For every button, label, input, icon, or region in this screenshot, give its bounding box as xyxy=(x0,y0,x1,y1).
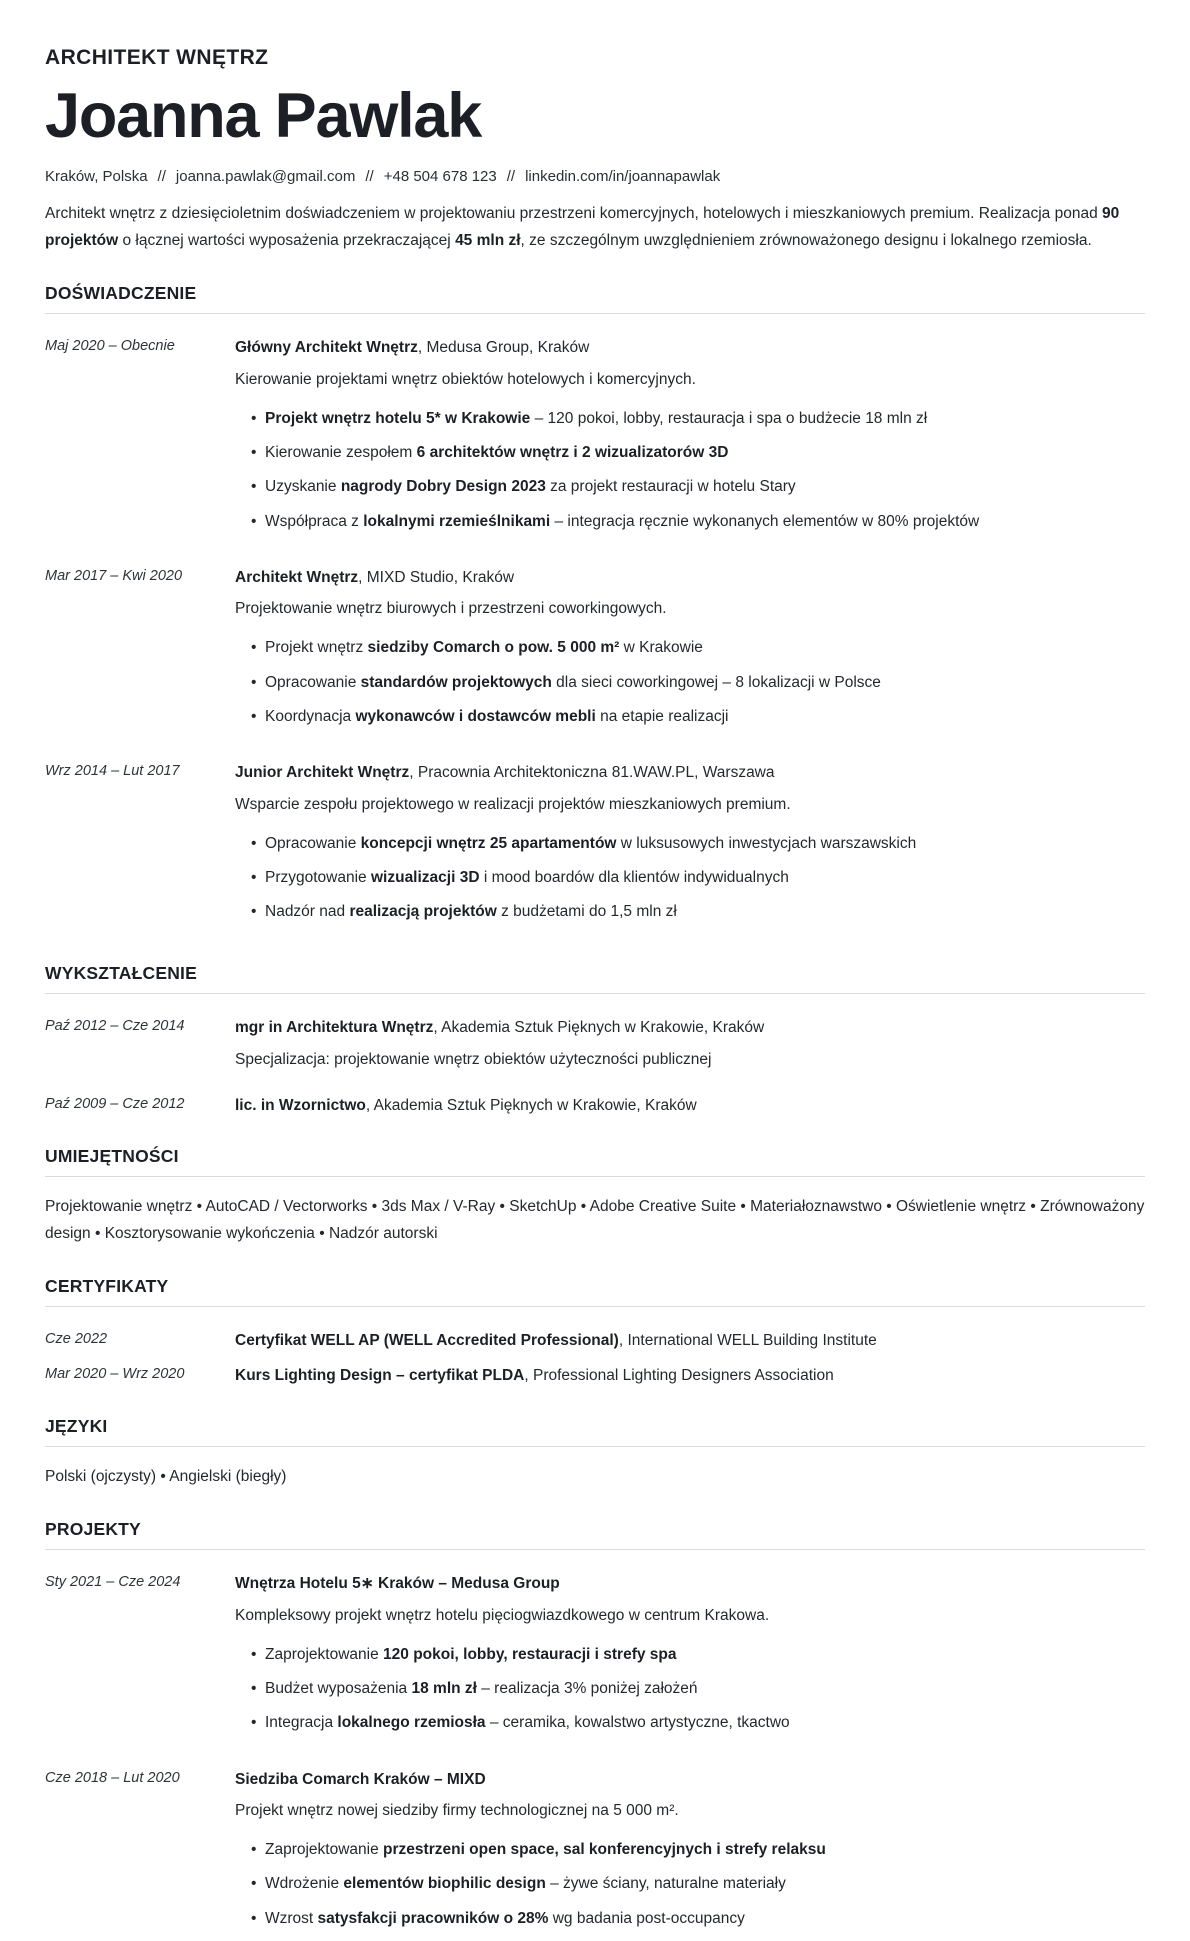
text-run-bold: Wnętrza Hotelu 5∗ Kraków – Medusa Group xyxy=(235,1575,560,1593)
entry-content xyxy=(235,762,1145,934)
entry-content xyxy=(235,567,1145,739)
text-run-bold: Główny Architekt Wnętrz xyxy=(235,339,418,357)
entry xyxy=(45,567,1145,739)
contact-separator: // xyxy=(506,168,516,186)
text-run: Architekt wnętrz z dziesięcioletnim doświadczeniem w projektowaniu przestrzeni komercyjnych, hotelowych i mieszkaniowych premium. Realizacja ponad xyxy=(45,205,1103,223)
section-title: UMIEJĘTNOŚCI xyxy=(45,1146,179,1167)
entry-content xyxy=(235,1330,1145,1352)
contact-separator: // xyxy=(157,168,166,186)
text-run-bold: 18 mln zł xyxy=(411,1680,477,1698)
entry-date: Sty 2021 – Cze 2024 xyxy=(45,1574,181,1591)
text-run: Opracowanie xyxy=(265,834,361,852)
entry xyxy=(45,1095,1145,1117)
text-run-bold: standardów projektowych xyxy=(360,673,552,691)
text-run-bold: nagrody Dobry Design 2023 xyxy=(340,478,546,496)
contact-line xyxy=(45,168,1145,185)
text-run: – ceramika, kowalstwo artystyczne, tkactwo xyxy=(485,1714,790,1732)
text-run-bold: 6 architektów wnętrz i 2 wizualizatorów 3D xyxy=(416,444,729,462)
bullet-item xyxy=(265,475,1145,498)
bullet-list xyxy=(235,1838,1145,1930)
text-run: Uzyskanie xyxy=(265,478,341,496)
entry-description: Kierowanie projektami wnętrz obiektów hotelowych i komercyjnych. xyxy=(235,370,696,388)
text-run: na etapie realizacji xyxy=(595,707,729,725)
bullet-item xyxy=(265,407,1145,430)
text-run: , International WELL Building Institute xyxy=(618,1332,877,1350)
text-run-bold: 120 pokoi, lobby, restauracji i strefy spa xyxy=(383,1645,677,1663)
text-run: Wdrożenie xyxy=(265,1875,344,1893)
text-run-bold: realizacją projektów xyxy=(349,903,497,921)
entry-title xyxy=(235,337,1145,359)
text-run-bold: elementów biophilic design xyxy=(343,1875,546,1893)
entry-description: Projektowanie wnętrz biurowych i przestrzeni coworkingowych. xyxy=(235,600,667,618)
section-umiejetnosci xyxy=(45,1146,1145,1247)
entry-content xyxy=(235,1573,1145,1745)
text-run-bold: satysfakcji pracowników o 28% xyxy=(317,1909,549,1927)
bullet-item xyxy=(265,671,1145,694)
section-certyfikaty xyxy=(45,1276,1145,1387)
text-run: – integracja ręcznie wykonanych elementów w 80% projektów xyxy=(550,512,980,530)
person-name: Joanna Pawlak xyxy=(45,81,482,151)
resume-header xyxy=(45,46,1145,254)
text-run: Koordynacja xyxy=(265,707,356,725)
text-run-bold: Architekt Wnętrz xyxy=(235,568,359,586)
text-run: , ze szczególnym uwzględnieniem zrównoważonego designu i lokalnego rzemiosła. xyxy=(520,231,1092,249)
text-run: , Medusa Group, Kraków xyxy=(417,339,590,357)
text-run: , Pracownia Architektoniczna 81.WAW.PL, Warszawa xyxy=(409,764,775,782)
entry-date: Paź 2009 – Cze 2012 xyxy=(45,1095,185,1112)
section-doswiadczenie xyxy=(45,283,1145,934)
bullet-item xyxy=(265,1838,1145,1861)
role-label: ARCHITEKT WNĘTRZ xyxy=(45,46,269,69)
bullet-list xyxy=(235,1643,1145,1735)
entry-title xyxy=(235,1365,1145,1387)
text-run: za projekt restauracji w hotelu Stary xyxy=(545,478,796,496)
text-run-bold: Kurs Lighting Design – certyfikat PLDA xyxy=(235,1366,525,1384)
section-title: PROJEKTY xyxy=(45,1519,141,1540)
entry xyxy=(45,1017,1145,1071)
text-run: , Akademia Sztuk Pięknych w Krakowie, Kraków xyxy=(365,1096,697,1114)
text-run-bold: wykonawców i dostawców mebli xyxy=(355,707,596,725)
entry-date: Mar 2020 – Wrz 2020 xyxy=(45,1365,185,1382)
text-run: , Professional Lighting Designers Association xyxy=(524,1366,834,1384)
entry xyxy=(45,1769,1145,1941)
entry-date: Cze 2018 – Lut 2020 xyxy=(45,1769,180,1786)
entry-content xyxy=(235,337,1145,543)
text-run-bold: lic. in Wzornictwo xyxy=(235,1096,366,1114)
text-run: – realizacja 3% poniżej założeń xyxy=(476,1680,698,1698)
bullet-item xyxy=(265,705,1145,728)
section-projekty xyxy=(45,1519,1145,1940)
text-run: Nadzór nad xyxy=(265,903,350,921)
text-run-bold: Projekt wnętrz hotelu 5* w Krakowie xyxy=(265,409,531,427)
contact-separator: // xyxy=(365,168,374,186)
entry-title xyxy=(235,1017,1145,1039)
text-run: Zaprojektowanie xyxy=(265,1841,384,1859)
entry xyxy=(45,1330,1145,1352)
entry-content xyxy=(235,1017,1145,1071)
section-title: CERTYFIKATY xyxy=(45,1276,169,1297)
section-title: DOŚWIADCZENIE xyxy=(45,283,197,304)
entry-title xyxy=(235,567,1145,589)
text-run-bold: wizualizacji 3D xyxy=(370,868,480,886)
entry-date: Mar 2017 – Kwi 2020 xyxy=(45,567,183,584)
text-run: Integracja xyxy=(265,1714,338,1732)
entry-date: Paź 2012 – Cze 2014 xyxy=(45,1018,185,1035)
text-run-bold: przestrzeni open space, sal konferencyjnych i strefy relaksu xyxy=(383,1841,826,1859)
entry-description: Projekt wnętrz nowej siedziby firmy technologicznej na 5 000 m². xyxy=(235,1802,679,1820)
text-run-bold: 45 mln zł xyxy=(455,231,521,249)
bullet-list xyxy=(235,832,1145,924)
bullet-item xyxy=(265,1907,1145,1930)
text-run-bold: Certyfikat WELL AP (WELL Accredited Professional) xyxy=(235,1332,619,1350)
entry xyxy=(45,1573,1145,1745)
entry-title xyxy=(235,1095,1145,1117)
text-run: , MIXD Studio, Kraków xyxy=(358,568,515,586)
section-rule xyxy=(45,1306,1145,1307)
entry xyxy=(45,337,1145,543)
text-run: – 120 pokoi, lobby, restauracja i spa o budżecie 18 mln zł xyxy=(530,409,928,427)
entry-description: Kompleksowy projekt wnętrz hotelu pięciogwiazdkowego w centrum Krakowa. xyxy=(235,1606,770,1624)
entry-title xyxy=(235,1573,1145,1595)
bullet-item xyxy=(265,1677,1145,1700)
text-run: z budżetami do 1,5 mln zł xyxy=(496,903,677,921)
entry-date: Cze 2022 xyxy=(45,1331,108,1348)
entry-title xyxy=(235,1769,1145,1791)
bullet-item xyxy=(265,441,1145,464)
bullet-item xyxy=(265,832,1145,855)
contact-item: linkedin.com/in/joannapawlak xyxy=(525,168,721,186)
entry-content xyxy=(235,1365,1145,1387)
bullet-item xyxy=(265,900,1145,923)
entry-content xyxy=(235,1769,1145,1941)
text-run: Współpraca z xyxy=(265,512,364,530)
section-text: Polski (ojczysty) • Angielski (biegły) xyxy=(45,1467,287,1485)
text-run: – żywe ściany, naturalne materiały xyxy=(545,1875,786,1893)
section-title: WYKSZTAŁCENIE xyxy=(45,963,197,984)
resume-sections xyxy=(45,283,1145,1940)
entry-description: Specjalizacja: projektowanie wnętrz obiektów użyteczności publicznej xyxy=(235,1050,712,1068)
bullet-list xyxy=(235,407,1145,533)
contact-item: +48 504 678 123 xyxy=(383,168,497,186)
text-run: Wzrost xyxy=(265,1909,318,1927)
entry xyxy=(45,1365,1145,1387)
text-run: Opracowanie xyxy=(265,673,361,691)
text-run-bold: Siedziba Comarch Kraków – MIXD xyxy=(235,1770,486,1788)
section-title: JĘZYKI xyxy=(45,1415,108,1436)
section-rule xyxy=(45,993,1145,994)
section-rule xyxy=(45,313,1145,314)
bullet-item xyxy=(265,510,1145,533)
section-rule xyxy=(45,1176,1145,1177)
bullet-item xyxy=(265,1872,1145,1895)
text-run: , Akademia Sztuk Pięknych w Krakowie, Kraków xyxy=(433,1019,765,1037)
text-run-bold: koncepcji wnętrz 25 apartamentów xyxy=(360,834,617,852)
text-run: w luksusowych inwestycjach warszawskich xyxy=(616,834,917,852)
bullet-item xyxy=(265,866,1145,889)
entry-description: Wsparcie zespołu projektowego w realizacji projektów mieszkaniowych premium. xyxy=(235,795,791,813)
entry-content xyxy=(235,1095,1145,1117)
contact-item: joanna.pawlak@gmail.com xyxy=(175,168,356,186)
contact-item: Kraków, Polska xyxy=(45,168,148,186)
text-run: dla sieci coworkingowej – 8 lokalizacji w Polsce xyxy=(551,673,881,691)
text-run-bold: lokalnego rzemiosła xyxy=(337,1714,486,1732)
bullet-item xyxy=(265,1711,1145,1734)
entry-title xyxy=(235,762,1145,784)
bullet-item xyxy=(265,636,1145,659)
bullet-item xyxy=(265,1643,1145,1666)
text-run-bold: 90 projektów xyxy=(45,205,1120,249)
text-run: Projekt wnętrz xyxy=(265,639,368,657)
summary xyxy=(45,201,1145,254)
text-run: o łącznej wartości wyposażenia przekraczającej xyxy=(118,231,456,249)
text-run: i mood boardów dla klientów indywidualnych xyxy=(479,868,789,886)
section-jezyki xyxy=(45,1416,1145,1490)
section-text: Projektowanie wnętrz • AutoCAD / Vectorworks • 3ds Max / V-Ray • SketchUp • Adobe Creative Suite • Materiałoznawstwo • Oświetlenie wnętrz • Zrównoważony design • Kosztorysowanie wykończenia • Nadzór autorski xyxy=(45,1198,1145,1242)
entry xyxy=(45,762,1145,934)
entry-date: Wrz 2014 – Lut 2017 xyxy=(45,763,180,780)
text-run: Kierowanie zespołem xyxy=(265,444,417,462)
text-run: w Krakowie xyxy=(619,639,703,657)
entry-date: Maj 2020 – Obecnie xyxy=(45,338,175,355)
text-run: Przygotowanie xyxy=(265,868,371,886)
text-run: Budżet wyposażenia xyxy=(265,1680,412,1698)
text-run-bold: siedziby Comarch o pow. 5 000 m² xyxy=(367,639,620,657)
text-run-bold: mgr in Architektura Wnętrz xyxy=(235,1019,434,1037)
section-rule xyxy=(45,1446,1145,1447)
section-rule xyxy=(45,1549,1145,1550)
bullet-list xyxy=(235,636,1145,728)
entry-title xyxy=(235,1330,1145,1352)
text-run: Zaprojektowanie xyxy=(265,1645,384,1663)
text-run: wg badania post-occupancy xyxy=(548,1909,745,1927)
section-wyksztalcenie xyxy=(45,963,1145,1117)
text-run-bold: lokalnymi rzemieślnikami xyxy=(363,512,551,530)
text-run-bold: Junior Architekt Wnętrz xyxy=(235,764,410,782)
